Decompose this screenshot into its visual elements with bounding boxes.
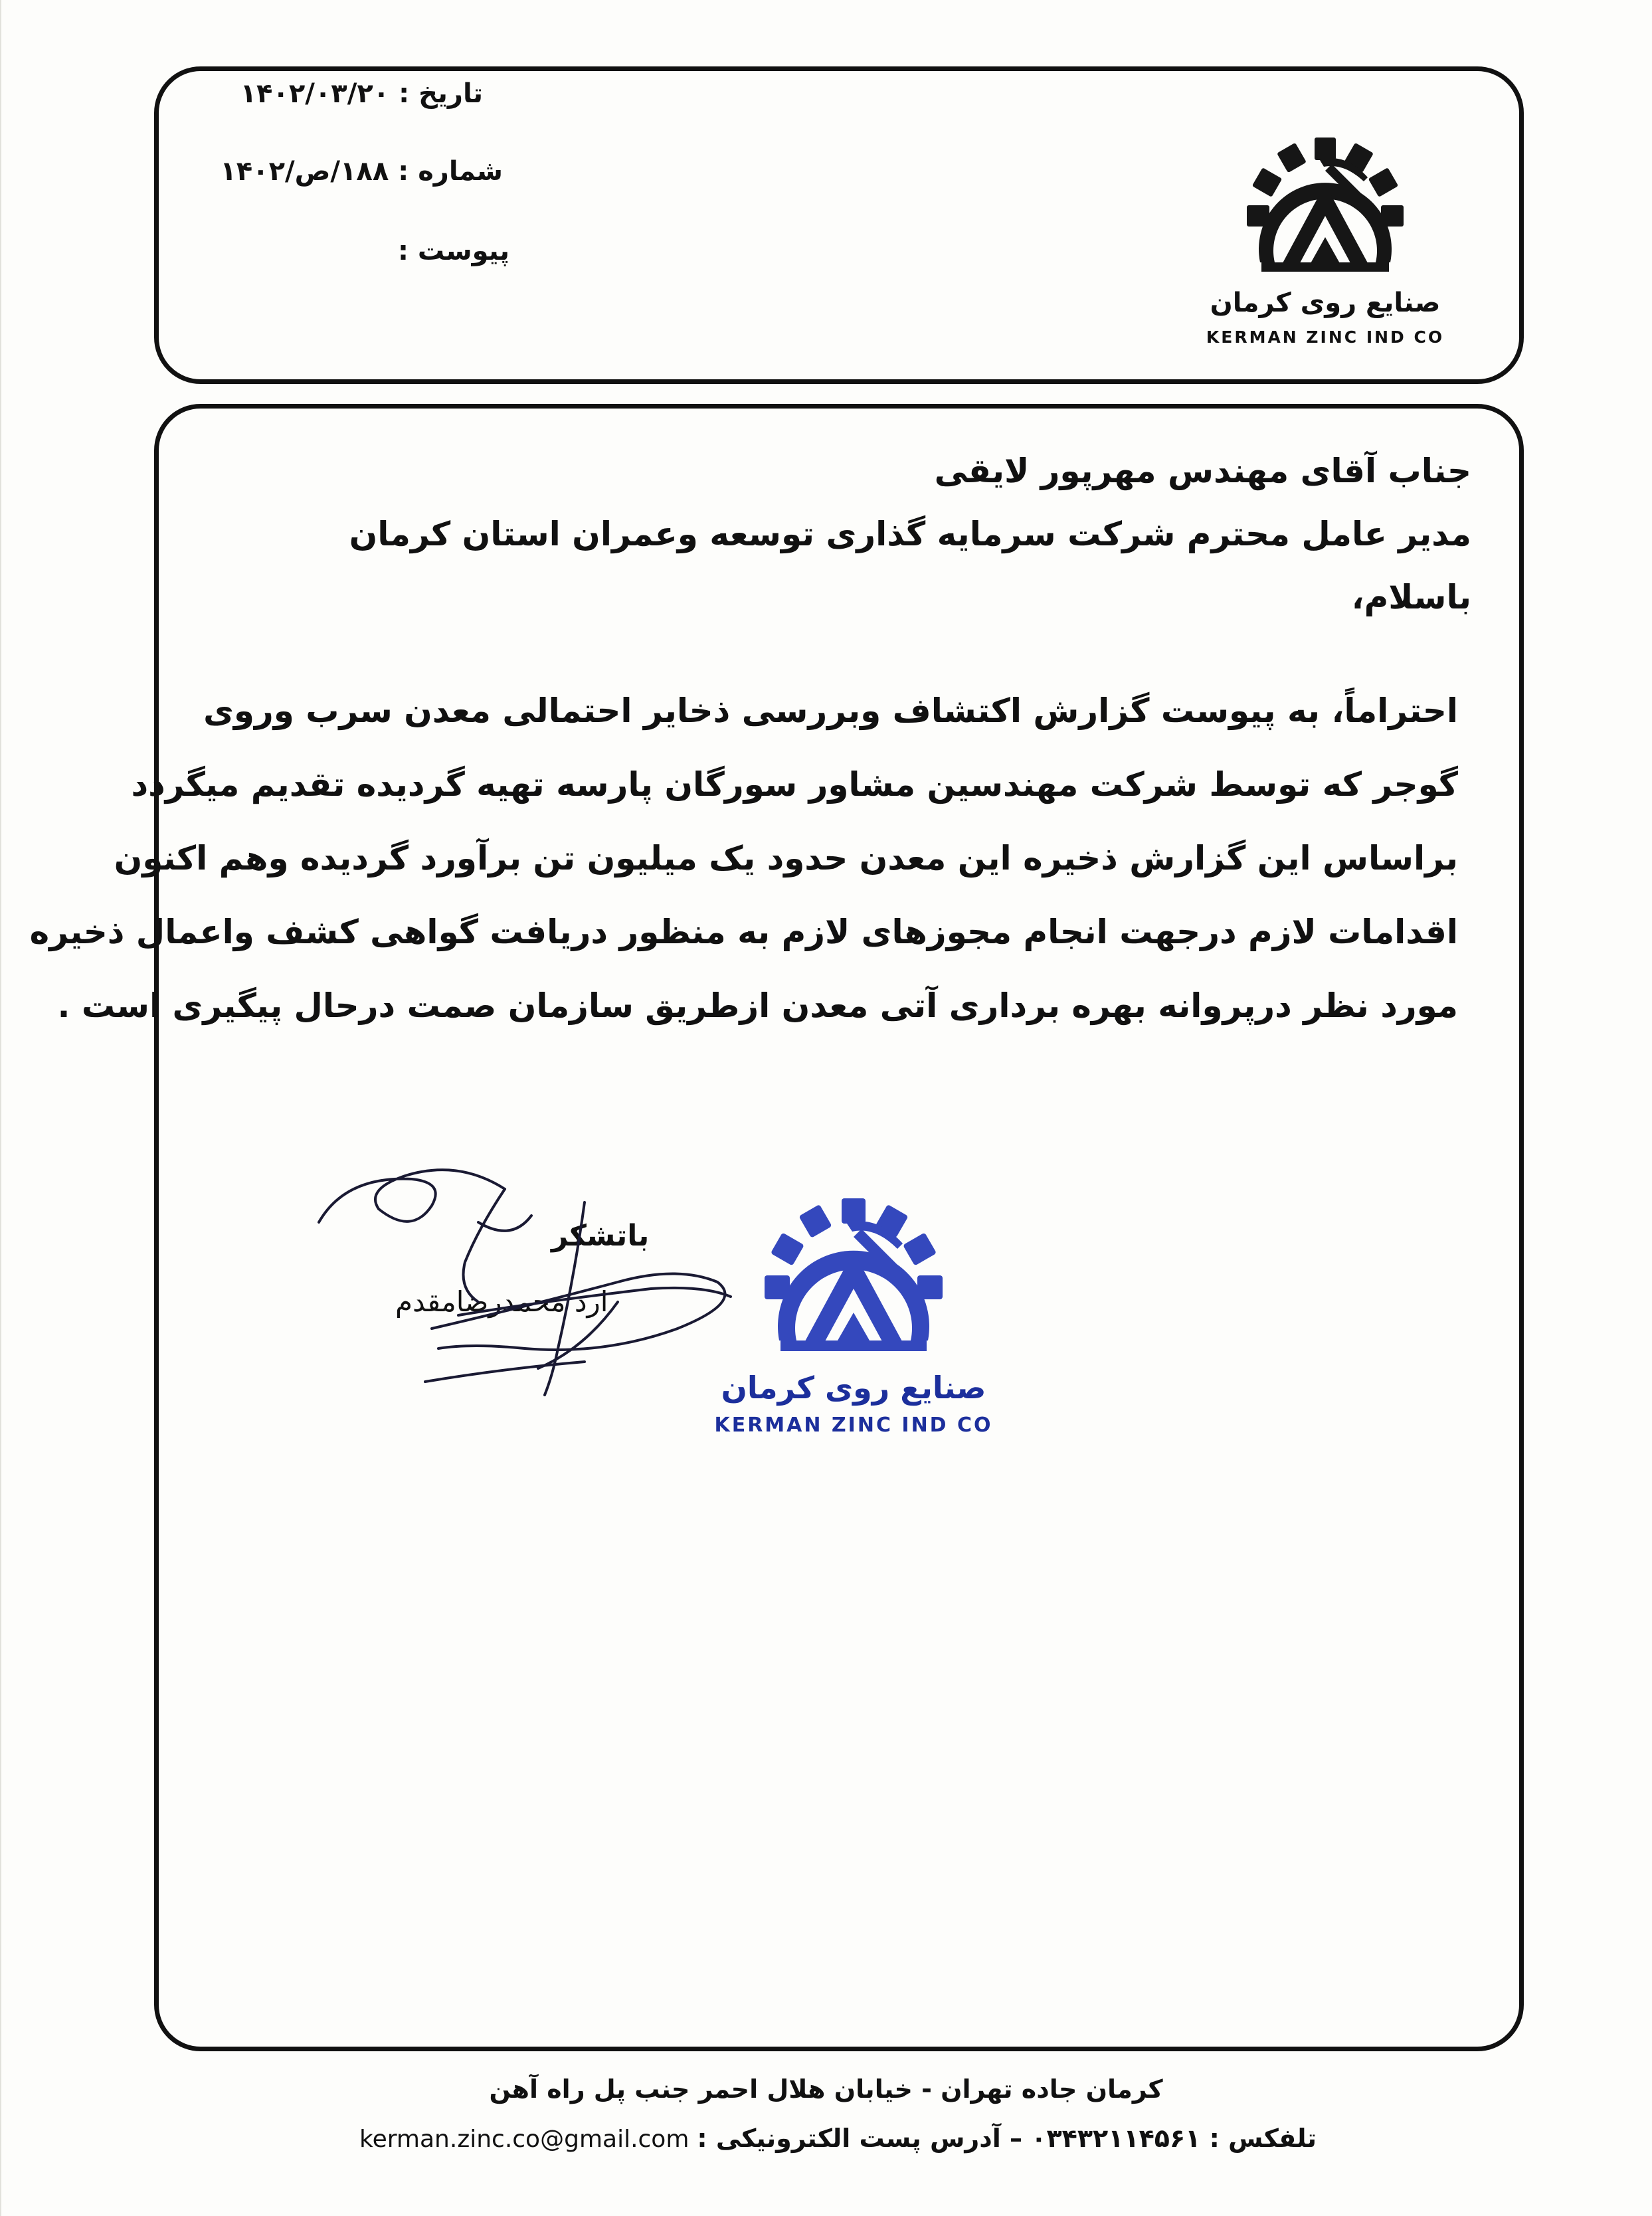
stamp-company-name-fa: صنایع روی کرمان bbox=[721, 1370, 986, 1406]
date-value: ۱۴۰۲/۰۳/۲۰ bbox=[240, 78, 390, 109]
footer-phone: تلفکس : ۰۳۴۳۲۱۱۴۵۶۱ – آدرس پست الکترونیکی : bbox=[697, 2124, 1317, 2153]
signer-name: ارد محمدرضامقدم bbox=[395, 1285, 608, 1318]
company-stamp bbox=[697, 1189, 1010, 1461]
attachment-label: پیوست : bbox=[397, 236, 509, 266]
letter-attachment bbox=[389, 236, 509, 266]
addressee-title: مدیر عامل محترم شرکت سرمایه گذاری توسعه وعمران استان کرمان bbox=[349, 515, 1471, 553]
letter-line: مورد نظر درپروانه بهره برداری آتی معدن ازطریق سازمان صمت درحال پیگیری است . bbox=[57, 986, 1458, 1025]
gear-pickaxe-stamp-icon bbox=[697, 1189, 1010, 1368]
letter-line: گوجر که توسط شرکت مهندسین مشاور سورگان پارسه تهیه گردیده تقدیم میگردد bbox=[131, 765, 1458, 804]
number-label: شماره : bbox=[398, 156, 503, 187]
letter-line: احتراماً، به پیوست گزارش اکتشاف وبررسی ذخایر احتمالی معدن سرب وروی bbox=[203, 692, 1458, 730]
letter-date bbox=[240, 78, 483, 109]
footer-email: kerman.zinc.co@gmail.com bbox=[359, 2126, 689, 2153]
letter-paragraph bbox=[29, 674, 1458, 1043]
number-value: ۱۸۸/ص/۱۴۰۲ bbox=[220, 156, 389, 187]
gear-pickaxe-logo-icon bbox=[1176, 130, 1475, 289]
letter-line: اقدامات لازم درجهت انجام مجوزهای لازم به منظور دریافت گواهی کشف واعمال ذخیره bbox=[29, 913, 1458, 951]
company-logo bbox=[1176, 130, 1475, 369]
stamp-company-name-en: KERMAN ZINC IND CO bbox=[714, 1414, 993, 1437]
date-label: تاریخ : bbox=[399, 78, 483, 109]
footer-contact bbox=[359, 2124, 1317, 2153]
letter-number bbox=[220, 156, 503, 187]
addressee-name: جناب آقای مهندس مهرپور لایقی bbox=[934, 452, 1471, 490]
company-name-fa: صنایع روی کرمان bbox=[1210, 288, 1441, 318]
footer-address: کرمان جاده تهران - خیابان هلال احمر جنب پل راه آهن bbox=[489, 2075, 1163, 2104]
salutation: باسلام، bbox=[1351, 578, 1471, 616]
company-name-en: KERMAN ZINC IND CO bbox=[1206, 327, 1445, 347]
closing-thanks: باتشکر bbox=[551, 1219, 650, 1253]
letter-line: براساس این گزارش ذخیره این معدن حدود یک میلیون تن برآورد گردیده وهم اکنون bbox=[114, 839, 1458, 877]
